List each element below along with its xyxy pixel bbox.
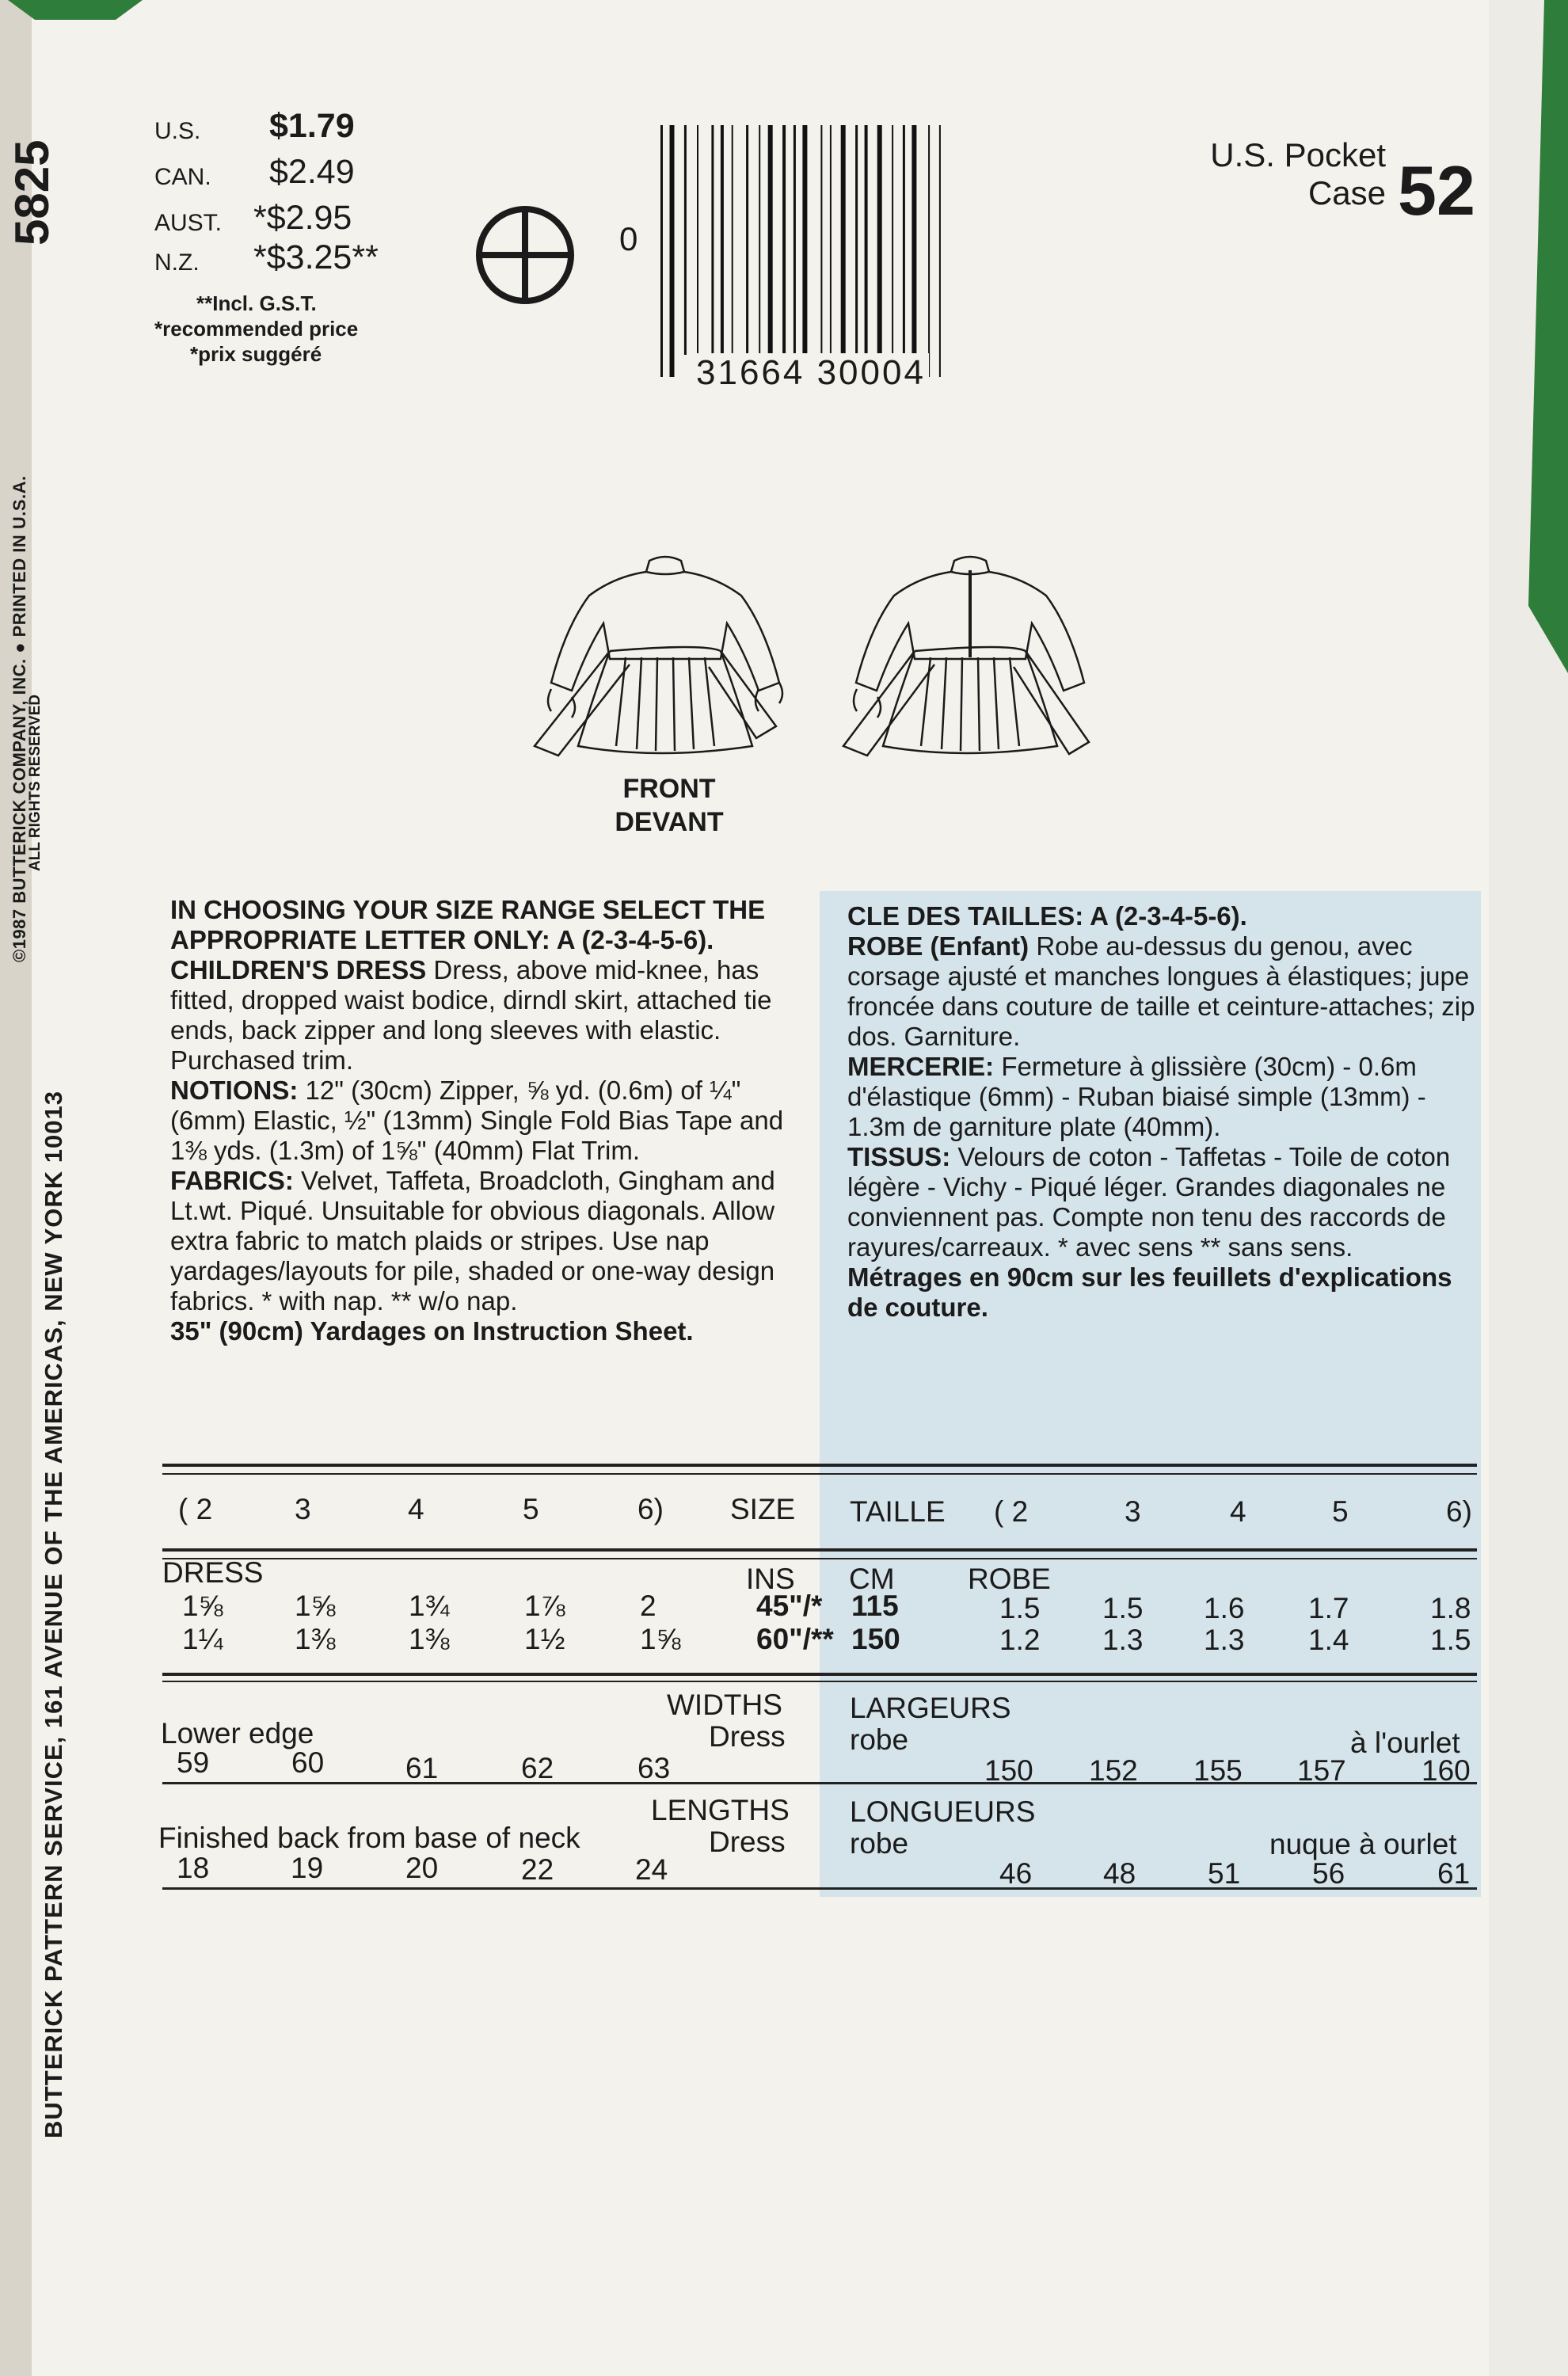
size-cell: 5: [523, 1493, 539, 1525]
metrage-note: Métrages en 90cm sur les feuillets d'explications de couture.: [847, 1262, 1452, 1322]
notions-text: 12" (30cm) Zipper, ⅝ yd. (0.6m) of ¼" (6mm) Elastic, ½" (13mm) Single Fold Bias Tape and 1⅜ yds. (1.3m) of 1⅝" (40mm) Flat Trim.: [170, 1076, 784, 1165]
barcode-bar: [759, 125, 760, 355]
copyright-text: ©1987 BUTTERICK COMPANY, INC. ● PRINTED IN U.S.A.: [10, 475, 29, 962]
pocket-case-label: U.S. Pocket Case: [1210, 136, 1386, 211]
price-row: U.S. $1.79: [154, 107, 355, 145]
largeurs-label: LARGEURS: [850, 1692, 1011, 1724]
barcode-bar: [684, 125, 687, 355]
rights-text: ALL RIGHTS RESERVED: [27, 694, 44, 871]
publisher-address: BUTTERICK PATTERN SERVICE, 161 AVENUE OF THE AMERICAS, NEW YORK 10013: [40, 1090, 67, 2138]
price-row: N.Z. *$3.25**: [154, 238, 379, 276]
table-rule: [162, 1473, 1477, 1475]
barcode-bar: [892, 125, 893, 355]
price-row: AUST. *$2.95: [154, 199, 352, 237]
barcode: [657, 125, 990, 379]
notions-title: NOTIONS:: [170, 1076, 299, 1105]
barcode-bar: [928, 125, 930, 377]
dress-label: DRESS: [162, 1556, 264, 1589]
price-note: *prix suggéré: [190, 342, 322, 366]
nuque-label: nuque à ourlet: [1269, 1828, 1457, 1860]
size-key-fr: CLE DES TAILLES: A (2-3-4-5-6).: [847, 901, 1247, 931]
barcode-number: 31664 30004: [693, 353, 929, 393]
table-rule: [162, 1558, 1477, 1559]
barcode-bar: [820, 125, 822, 377]
fabrics-title: FABRICS:: [170, 1166, 294, 1195]
barcode-bar: [721, 125, 724, 355]
barcode-bar: [794, 125, 796, 355]
tissus-title: TISSUS:: [847, 1142, 951, 1171]
robe-title: ROBE (Enfant): [847, 931, 1029, 961]
barcode-bar: [911, 125, 916, 355]
lower-edge-label: Lower edge: [161, 1717, 314, 1750]
barcode-bar: [732, 125, 733, 355]
yardage-note: 35" (90cm) Yardages on Instruction Sheet.: [170, 1316, 694, 1346]
ins-label: INS: [746, 1563, 795, 1595]
lengths-label: LENGTHS: [651, 1794, 790, 1826]
dress-back-sketch: [839, 546, 1101, 760]
longueurs-robe: robe: [850, 1827, 909, 1860]
barcode-bar: [802, 125, 807, 377]
table-rule: [162, 1782, 1477, 1784]
table-rule: [162, 1887, 1477, 1890]
pattern-number: 5825: [6, 139, 59, 246]
registration-crosshair-icon: [474, 204, 577, 307]
tissus-text: Velours de coton - Taffetas - Toile de coton légère - Vichy - Piqué léger. Grandes diagonales ne conviennent pas. Compte non tenu des raccords de rayures/carreaux. * avec sens ** sans sens.: [847, 1142, 1451, 1262]
table-rule: [162, 1673, 1477, 1676]
barcode-bar: [903, 125, 905, 355]
price-list: [154, 107, 424, 278]
longueurs-label: LONGUEURS: [850, 1795, 1036, 1828]
barcode-bar: [782, 125, 786, 355]
barcode-prefix: 0: [619, 220, 638, 257]
lengths-dress: Dress: [709, 1826, 786, 1858]
taille-cell: 3: [1125, 1495, 1141, 1528]
dress-front-sketch: [531, 546, 800, 760]
barcode-bar: [660, 125, 663, 377]
size-cell: 3: [295, 1493, 311, 1525]
barcode-bar: [939, 125, 941, 377]
barcode-bar: [830, 125, 832, 355]
widths-label: WIDTHS: [667, 1689, 782, 1721]
taille-cell: 6): [1446, 1495, 1472, 1528]
robe-description: Robe au-dessus du genou, avec corsage ajusté et manches longues à élastiques; jupe froncée dans couture de taille et ceinture-attaches; zip dos. Garniture.: [847, 931, 1475, 1051]
dress-title: CHILDREN'S DRESS: [170, 955, 427, 984]
english-description: [170, 895, 800, 1346]
taille-cell: ( 2: [994, 1495, 1029, 1528]
view-label: FRONT DEVANT: [615, 774, 724, 837]
table-rule: [162, 1464, 1477, 1467]
pocket-case-number: 52: [1398, 151, 1475, 230]
robe-label: ROBE: [968, 1563, 1051, 1595]
fabrics-text: Velvet, Taffeta, Broadcloth, Gingham and Lt.wt. Piqué. Unsuitable for obvious diagonals. Allow extra fabric to match plaids or stripes. Use nap yardages/layouts for pile, shaded or one-way design fabrics. * with nap. ** w/o nap.: [170, 1166, 775, 1316]
size-cell: ( 2: [178, 1493, 213, 1525]
french-description: [847, 901, 1481, 1323]
finished-back-label: Finished back from base of neck: [158, 1822, 580, 1854]
taille-cell: 5: [1332, 1495, 1349, 1528]
barcode-bar: [841, 125, 846, 355]
barcode-bar: [877, 125, 882, 355]
size-cell: 4: [408, 1493, 424, 1525]
dress-description: Dress, above mid-knee, has fitted, dropped waist bodice, dirndl skirt, attached tie ends, back zipper and long sleeves with elastic. Purchased trim.: [170, 955, 772, 1075]
size-range-instructions: IN CHOOSING YOUR SIZE RANGE SELECT THE APPROPRIATE LETTER ONLY: A (2-3-4-5-6).: [170, 895, 766, 954]
barcode-bar: [670, 125, 675, 377]
taille-cell: 4: [1230, 1495, 1246, 1528]
barcode-bar: [865, 125, 868, 355]
cm-label: CM: [849, 1563, 895, 1595]
size-label: SIZE: [730, 1493, 796, 1525]
barcode-bar: [697, 125, 698, 355]
table-rule: [162, 1681, 1477, 1682]
price-row: CAN. $2.49: [154, 153, 355, 191]
pattern-envelope-edge: [0, 0, 32, 2376]
table-rule: [162, 1548, 1477, 1552]
barcode-bar: [711, 125, 714, 355]
mercerie-text: Fermeture à glissière (30cm) - 0.6m d'élastique (6mm) - Ruban biaisé simple (13mm) - 1.3m de garniture plate (40mm).: [847, 1052, 1426, 1141]
barcode-bar: [855, 125, 858, 355]
largeurs-robe: robe: [850, 1723, 909, 1756]
widths-dress: Dress: [709, 1720, 786, 1753]
barcode-bar: [768, 125, 773, 355]
price-note: *recommended price: [154, 317, 359, 341]
a-lourlet-label: à l'ourlet: [1350, 1727, 1460, 1759]
taille-label: TAILLE: [850, 1495, 946, 1528]
mercerie-title: MERCERIE:: [847, 1052, 995, 1081]
barcode-bar: [746, 125, 748, 355]
price-note: **Incl. G.S.T.: [196, 291, 317, 315]
size-cell: 6): [637, 1493, 664, 1525]
